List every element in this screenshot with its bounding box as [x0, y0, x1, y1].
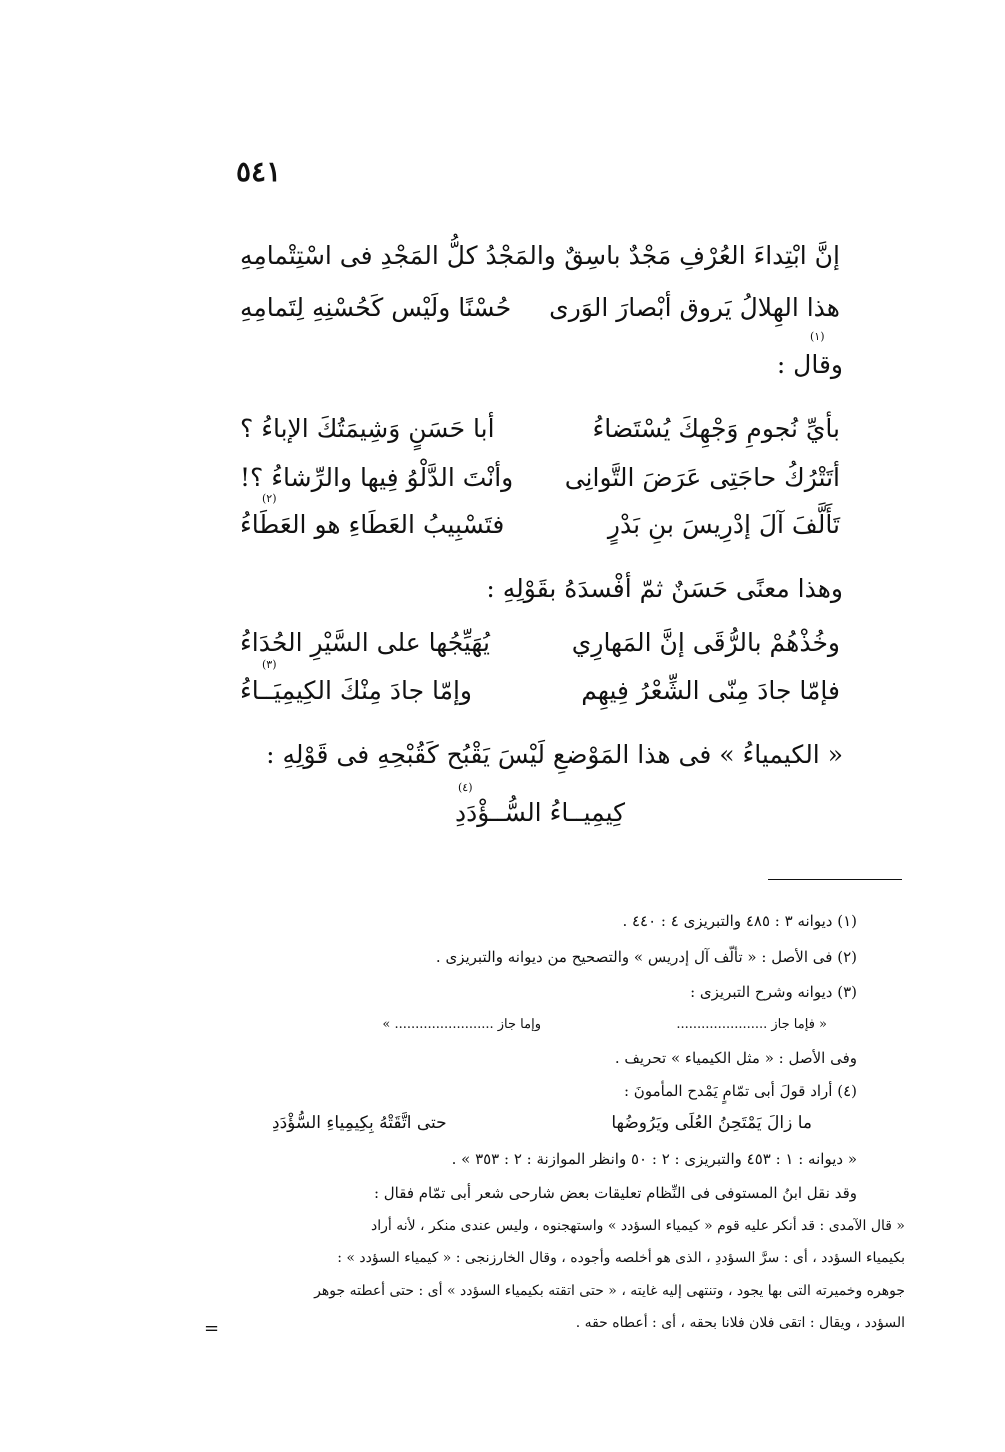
footnote-4-body-line: السؤدد ، ويقال : اتقى فلان فلانا بحقه ، أى : أعطاه حقه .	[575, 1315, 905, 1331]
verse-first-hemistich: هذا الهِلالُ يَروق أبْصارَ الوَرى	[549, 293, 840, 322]
commentary-line: « الكيمياءُ » فى هذا المَوْضعِ لَيْسَ يَقْبُح كَقُبْحِهِ فى قَوْلِهِ :	[266, 740, 843, 769]
footnote-4-body-line: بكيمياء السؤدد ، أى : سرَّ السؤددِ ، الذى هو أخلصه وأجوده ، وقال الخارزنجى : « كيمياء السؤدد » :	[337, 1250, 905, 1266]
verse-second-hemistich: والمَجْدُ كلُّ المَجْدِ فى اسْتِتْمامِهِ	[240, 241, 556, 270]
verse-second-hemistich: أبا حَسَنٍ وَشِيمَتُكَ الإباءُ ؟	[240, 414, 495, 443]
footnote-marker-1: (١)	[810, 330, 825, 343]
footnote-4-intro: وقد نقل ابنُ المستوفى فى النِّظام تعليقات بعض شارحى شعر أبى تمّام فقال :	[373, 1184, 857, 1202]
footnote-4-body-line: جوهره وخميرته التى بها يجود ، وتنتهى إليه غايته ، « حتى اتقته بكيمياء السؤدد » أى : حتى أعطته جوهر	[314, 1283, 905, 1299]
page-number: ٥٤١	[236, 155, 282, 188]
footnote-marker-3: (٣)	[262, 658, 277, 671]
verse-second-hemistich: حُسْنًا ولَيْس كَحُسْنِهِ لِتَمامِهِ	[240, 293, 512, 322]
continuation-mark: =	[204, 1318, 220, 1339]
verse-first-hemistich: أتَتْرُكُ حاجَتِى عَرَضَ التَّوانِى	[564, 463, 840, 492]
verse-first-hemistich: وخُذْهُمْ بالرُّقَى إنَّ المَهارِي	[571, 628, 840, 657]
verse-second-hemistich: حتى اتَّقَتْهُ بِكِيمِياءِ السُّؤْدَدِ	[272, 1113, 447, 1133]
footnote-marker-4: (٤)	[458, 781, 473, 794]
verse-first-hemistich: إنَّ ابْتِداءَ العُرْفِ مَجْدٌ باسِقٌ	[564, 241, 840, 270]
commentary-line: وهذا معنًى حَسَنٌ ثمّ أفْسدَهُ بقَوْلِهِ :	[486, 574, 843, 603]
verse-second-hemistich: يُهَيِّجُها على السَّيْرِ الحُدَاءُ	[240, 628, 490, 657]
footnote-3-variant-first: « فإما جاز ......................	[676, 1017, 827, 1032]
verse-line	[240, 628, 840, 668]
verse-second-hemistich: وأنْتَ الدَّلْوُ فِيها والرِّشاءُ ؟!	[240, 463, 514, 492]
verse-first-hemistich: تَأَلَّفَ آلَ إدْرِيسَ بنِ بَدْرٍ	[607, 510, 840, 539]
footnote-2: (٢) فى الأصل : « تألّف آل إدريس » والتصحيح من ديوانه والتبريزى .	[435, 948, 857, 966]
verse-line	[240, 676, 840, 716]
verse-line	[240, 241, 840, 281]
verse-line	[240, 414, 840, 454]
section-intro-qala: وقال :	[776, 350, 843, 379]
verse-first-hemistich: فإمّا جادَ مِنّى الشِّعْرُ فِيهِم	[581, 676, 840, 705]
footnote-marker-2: (٢)	[262, 492, 277, 505]
footnote-3-variant-second: وإما جاز ........................ »	[382, 1017, 541, 1032]
verse-line	[240, 293, 840, 333]
verse-line	[240, 463, 840, 503]
verse-first-hemistich: بأيِّ نُجومِ وَجْهِكَ يُسْتَضاءُ	[592, 414, 840, 443]
verse-second-hemistich: وإمّا جادَ مِنْكَ الكِيمِيَــاءُ	[240, 676, 473, 705]
quoted-phrase: كِيمِيــاءُ السُّــؤْدَدِ	[454, 798, 626, 827]
verse-second-hemistich: فتَسْبِيبُ العَطَاءِ هو العَطَاءُ	[240, 510, 505, 539]
footnote-separator	[768, 879, 902, 880]
footnote-4-body-line: « قال الآمدى : قد أنكر عليه قوم « كيمياء السؤدد » واستهجنوه ، وليس عندى منكر ، لأنه أراد	[370, 1218, 905, 1234]
verse-line	[240, 510, 840, 550]
footnote-4-reference: « ديوانه : ١ : ٤٥٣ والتبريزى : ٢ : ٥٠ وانظر الموازنة : ٢ : ٣٥٣ » .	[451, 1150, 857, 1168]
footnote-4-verse	[272, 1113, 812, 1141]
footnote-1: (١) ديوانه ٣ : ٤٨٥ والتبريزى ٤ : ٤٤٠ .	[622, 912, 857, 930]
footnote-3-note: وفى الأصل : « مثل الكيمياء » تحريف .	[614, 1049, 857, 1067]
footnote-3: (٣) ديوانه وشرح التبريزى :	[690, 983, 857, 1001]
verse-first-hemistich: ما زالَ يَمْتَحِنُ العُلَى ويَرُوضُها	[611, 1113, 812, 1133]
footnote-4: (٤) أراد قولَ أبى تمّامٍ يَمْدح المأمونَ :	[623, 1082, 857, 1100]
